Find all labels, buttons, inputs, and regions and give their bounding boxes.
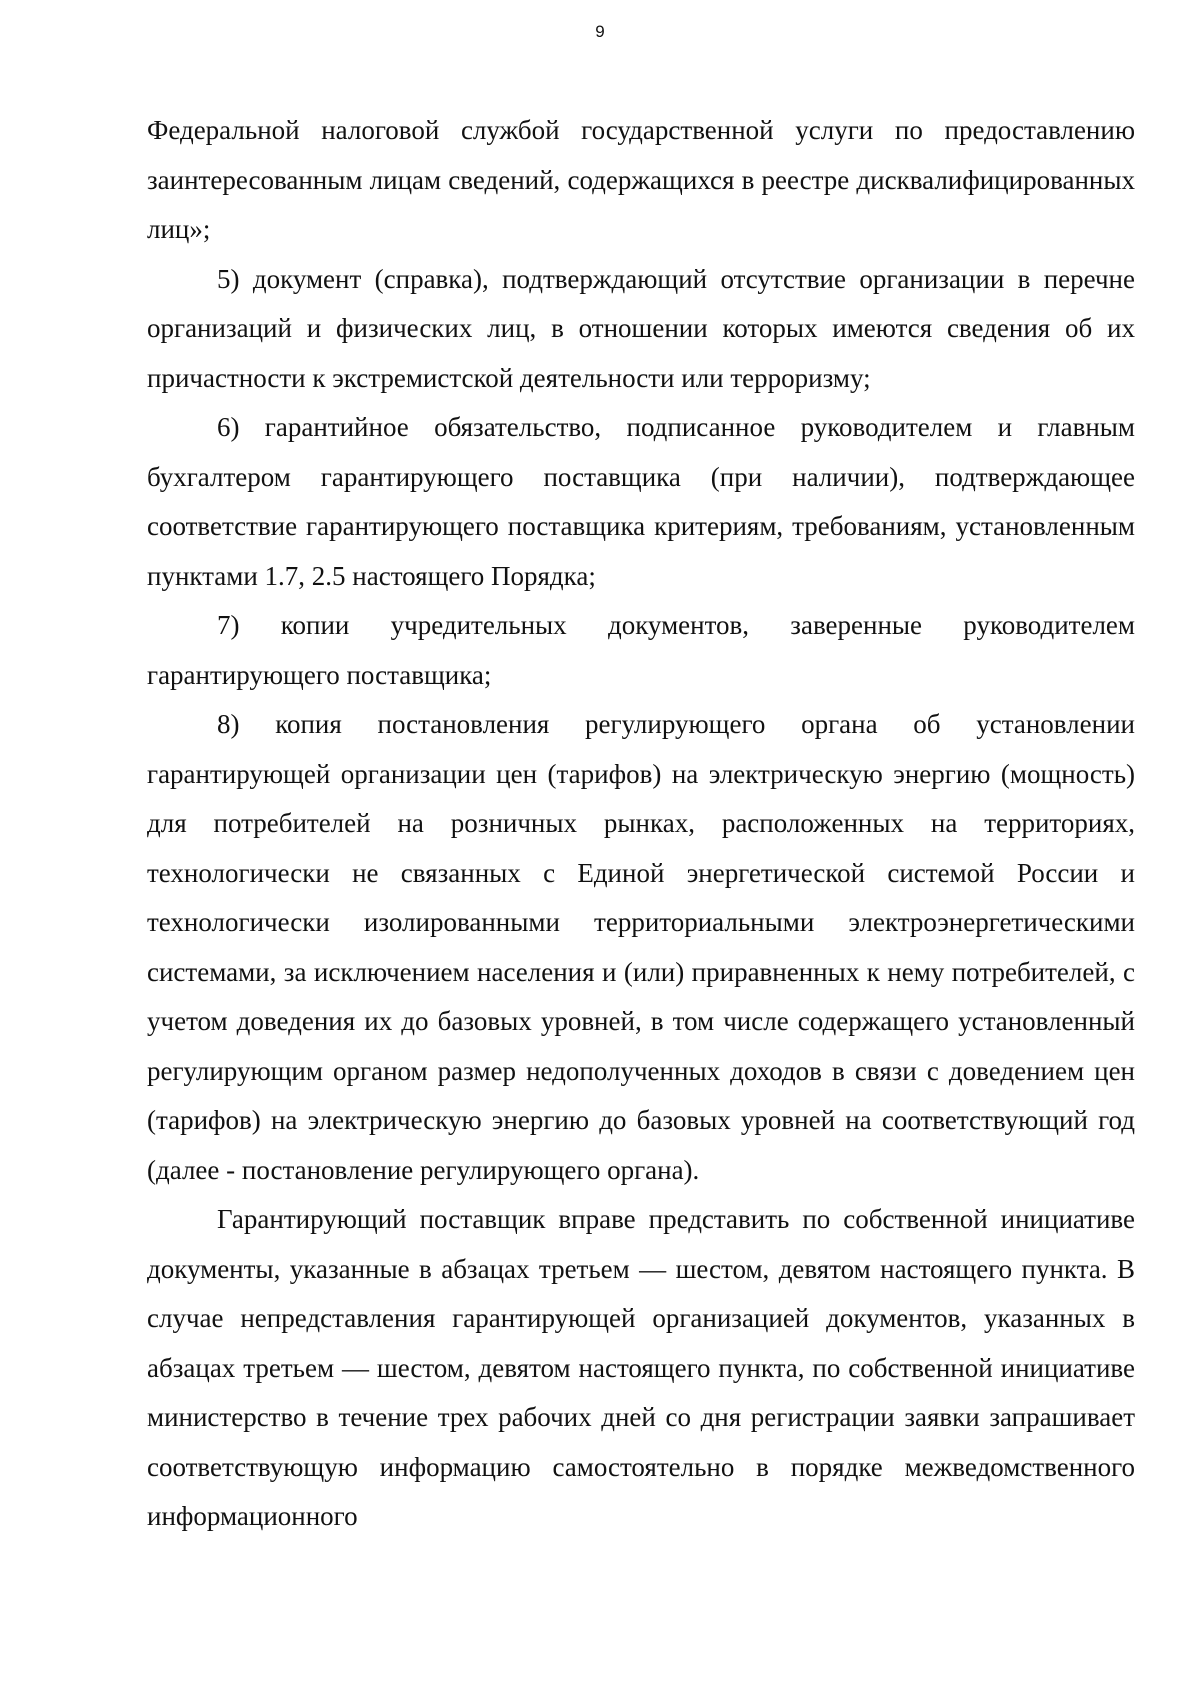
page-number: 9 xyxy=(595,22,605,41)
paragraph-item-6: 6) гарантийное обязательство, подписанное руководителем и главным бухгалтером гарантирующего поставщика (при наличии), подтверждающее соответствие гарантирующего поставщика критериям, требованиям, установленным пунктами 1.7, 2.5 настоящего Порядка; xyxy=(147,412,1135,591)
paragraph-supplier-right: Гарантирующий поставщик вправе представить по собственной инициативе документы, указанные в абзацах третьем — шестом, девятом настоящего пункта. В случае непредставления гарантирующей организацией документов, указанных в абзацах третьем — шестом, девятом настоящего пункта, по собственной инициативе министерство в течение трех рабочих дней со дня регистрации заявки запрашивает соответствующую информацию самостоятельно в порядке межведомственного информационного xyxy=(147,1204,1135,1531)
paragraph-item-8: 8) копия постановления регулирующего органа об установлении гарантирующей организации цен (тарифов) на электрическую энергию (мощность) для потребителей на розничных рынках, расположенных на территориях, технологически не связанных с Единой энергетической системой России и технологически изолированными территориальными электроэнергетическими системами, за исключением населения и (или) приравненных к нему потребителей, с учетом доведения их до базовых уровней, в том числе содержащего установленный регулирующим органом размер недополученных доходов в связи с доведением цен (тарифов) на электрическую энергию до базовых уровней на соответствующий год (далее - постановление регулирующего органа). xyxy=(147,709,1135,1185)
paragraph-item-7: 7) копии учредительных документов, заверенные руководителем гарантирующего поставщика; xyxy=(147,610,1135,690)
paragraph-item-5: 5) документ (справка), подтверждающий отсутствие организации в перечне организаций и физических лиц, в отношении которых имеются сведения об их причастности к экстремистской деятельности или терроризму; xyxy=(147,263,1135,393)
paragraph-continuation: Федеральной налоговой службой государственной услуги по предоставлению заинтересованным лицам сведений, содержащихся в реестре дисквалифицированных лиц»; xyxy=(147,115,1135,244)
document-body xyxy=(147,106,1135,1542)
